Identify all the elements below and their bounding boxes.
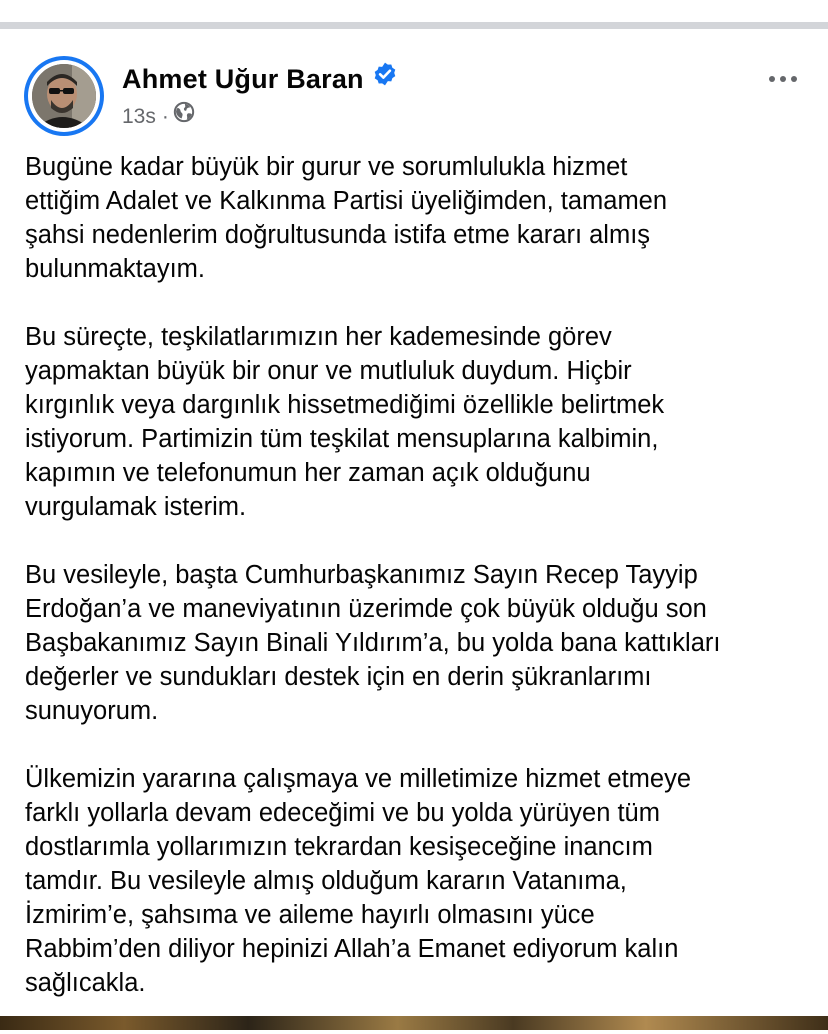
text-line: İzmirim’e, şahsıma ve aileme hayırlı olmasını yüce [25,901,595,929]
text-line: sunuyorum. [25,697,159,725]
text-line: tamdır. Bu vesileyle almış olduğum kararın Vatanıma, [25,867,627,895]
author-name-row [122,62,398,98]
author-name[interactable]: Ahmet Uğur Baran [122,64,364,94]
text-line: şahsi nedenlerim doğrultusunda istifa etme kararı almış [25,221,651,249]
text-line: istiyorum. Partimizin tüm teşkilat mensuplarına kalbimin, [25,425,659,453]
globe-icon[interactable] [173,101,195,130]
text-line: Bu vesileyle, başta Cumhurbaşkanımız Sayın Recep Tayyip [25,561,698,589]
text-line: Bu süreçte, teşkilatlarımızın her kademesinde görev [25,323,612,351]
post-paragraph [25,558,815,728]
post-header [24,56,804,136]
post-card [0,36,828,1016]
text-line: Erdoğan’a ve maneviyatının üzerimde çok büyük olduğu son [25,595,707,623]
text-line: Ülkemizin yararına çalışmaya ve milletimize hizmet etmeye [25,765,692,793]
feed-divider [0,22,828,29]
top-bar [0,0,828,36]
text-line: farklı yollarla devam edeceğimi ve bu yolda yürüyen tüm [25,799,660,827]
text-line: bulunmaktayım. [25,255,205,283]
text-line: sağlıcakla. [25,969,146,997]
post-paragraph [25,320,815,524]
text-line: vurgulamak isterim. [25,493,247,521]
text-line: dostlarımla yollarımızın tekrardan kesişeceğine inancım [25,833,653,861]
verified-badge-icon [372,61,398,95]
next-post-image-edge [0,1016,828,1030]
post-paragraph [25,150,815,286]
post-body [25,150,815,1034]
text-line: ettiğim Adalet ve Kalkınma Partisi üyeliğimden, tamamen [25,187,668,215]
post-timestamp[interactable]: 13s [122,105,156,129]
text-line: kapımın ve telefonumun her zaman açık olduğunu [25,459,591,487]
avatar[interactable] [24,56,104,136]
more-options-icon [769,76,797,82]
post-paragraph [25,762,815,1000]
text-line: Başbakanımız Sayın Binali Yıldırım’a, bu yolda bana kattıkları [25,629,721,657]
text-line: kırgınlık veya dargınlık hissetmediğimi özellikle belirtmek [25,391,665,419]
text-line: değerler ve sundukları destek için en derin şükranlarımı [25,663,652,691]
avatar-photo [32,64,96,128]
text-line: Bugüne kadar büyük bir gurur ve sorumlulukla hizmet [25,153,628,181]
text-line: yapmaktan büyük bir onur ve mutluluk duydum. Hiçbir [25,357,632,385]
text-line: Rabbim’den diliyor hepinizi Allah’a Emanet ediyorum kalın [25,935,679,963]
more-options-button[interactable] [761,64,805,94]
post-meta [122,103,195,132]
meta-separator: · [161,105,169,129]
